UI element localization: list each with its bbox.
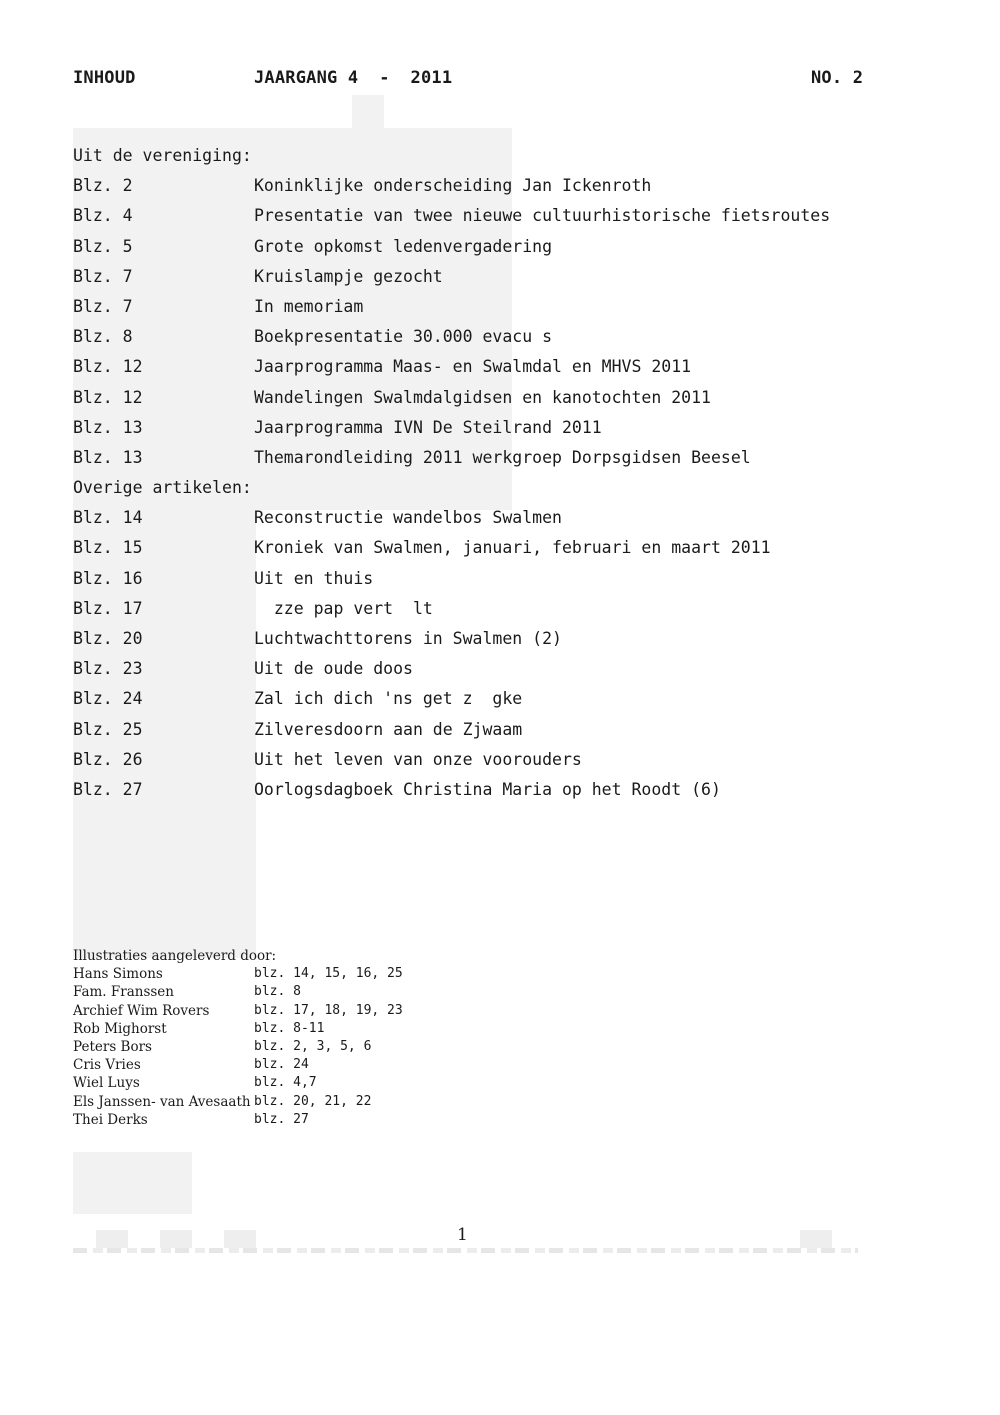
toc-page: Blz. 5 [73,236,133,256]
header-middle: JAARGANG 4 - 2011 [254,68,453,88]
credit-name: Rob Mighorst [73,1020,167,1037]
toc-row [73,383,873,413]
footer-tab [224,1230,256,1248]
credit-name: Wiel Luys [73,1075,140,1092]
toc-title: Uit en thuis [254,568,374,588]
credit-pages: blz. 17, 18, 19, 23 [254,1002,403,1018]
header-left: INHOUD [73,68,136,88]
toc-row [73,201,873,231]
toc-title: Reconstructie wandelbos Swalmen [254,508,562,528]
toc-page: Blz. 15 [73,538,143,558]
credit-row [73,1020,325,1038]
toc-row [73,443,873,473]
credit-row [73,983,301,1001]
toc-row [73,292,873,322]
toc-title: Luchtwachttorens in Swalmen (2) [254,629,562,648]
toc-page: Blz. 8 [73,327,133,347]
credit-pages: blz. 2, 3, 5, 6 [254,1038,372,1054]
toc-title: Zal ich dich 'ns get z gke [254,689,523,709]
toc-page: Blz. 7 [73,266,133,286]
toc-row [73,745,873,775]
credit-row [73,1111,309,1129]
credit-name: Peters Bors [73,1038,152,1055]
toc-page: Blz. 23 [73,659,143,679]
toc-page: Blz. 17 [73,598,143,618]
toc-title: Kruislampje gezocht [254,266,443,286]
credit-row [73,1038,372,1056]
background-shade-bottom [73,1152,192,1214]
credit-row [73,1002,403,1020]
toc-row [73,624,873,654]
toc-row [73,352,873,382]
toc-page: Blz. 12 [73,387,143,407]
footer-tab [800,1230,832,1248]
toc-page: Blz. 25 [73,719,143,739]
credit-row [73,965,403,983]
toc-page: Blz. 4 [73,206,133,226]
toc-title: Grote opkomst ledenvergadering [254,236,553,256]
toc-title: Boekpresentatie 30.000 evacu s [254,327,553,347]
credits-heading: Illustraties aangeleverd door: [73,948,277,964]
credit-row [73,1093,372,1111]
section-heading: Overige artikelen: [73,478,252,498]
toc-row [73,775,873,805]
credit-name: Hans Simons [73,966,163,983]
credit-name: Cris Vries [73,1057,141,1074]
footer-tab [160,1230,192,1248]
toc-page: Blz. 7 [73,296,133,316]
toc-page: Blz. 2 [73,176,133,196]
credit-pages: blz. 8-11 [254,1020,325,1036]
toc-title: Jaarprogramma Maas- en Swalmdal en MHVS 2011 [254,357,692,377]
toc-row [73,171,873,201]
toc-row [73,262,873,292]
credit-row [73,1074,317,1092]
toc-page: Blz. 14 [73,508,143,528]
toc-title: Uit de oude doos [254,659,413,679]
toc-title: zze pap vert lt [254,598,433,618]
toc-title: Wandelingen Swalmdalgidsen en kanotochten 2011 [254,387,711,407]
toc-row [73,715,873,745]
toc-page: Blz. 20 [73,629,143,648]
credit-row [73,1056,309,1074]
section-heading: Uit de vereniging: [73,146,252,165]
toc-page: Blz. 12 [73,357,143,377]
toc-row [73,654,873,684]
toc-page: Blz. 13 [73,447,143,467]
credit-pages: blz. 8 [254,984,301,1000]
toc-row [73,503,873,533]
toc-page: Blz. 27 [73,779,143,799]
toc-row [73,594,873,624]
toc-title: Presentatie van twee nieuwe cultuurhistorische fietsroutes [254,206,831,226]
credit-name: Thei Derks [73,1111,148,1128]
toc-page: Blz. 26 [73,749,143,769]
toc-title: Uit het leven van onze voorouders [254,749,582,769]
toc-page: Blz. 16 [73,568,143,588]
table-of-contents [73,141,873,805]
toc-row [73,413,873,443]
toc-row [73,533,873,563]
toc-title: In memoriam [254,296,364,316]
toc-title: Themarondleiding 2011 werkgroep Dorpsgidsen Beesel [254,447,751,467]
toc-title: Kroniek van Swalmen, januari, februari en maart 2011 [254,538,771,558]
toc-row [73,684,873,714]
credit-pages: blz. 24 [254,1057,309,1073]
page-number: 1 [457,1225,468,1245]
credit-name: Els Janssen- van Avesaath [73,1093,251,1110]
toc-title: Oorlogsdagboek Christina Maria op het Roodt (6) [254,779,721,799]
toc-row [73,564,873,594]
credit-name: Fam. Franssen [73,984,174,1001]
credit-name: Archief Wim Rovers [73,1002,210,1019]
toc-page: Blz. 24 [73,689,143,709]
toc-row [73,322,873,352]
credit-pages: blz. 14, 15, 16, 25 [254,966,403,982]
toc-row [73,232,873,262]
toc-title: Jaarprogramma IVN De Steilrand 2011 [254,417,602,437]
header-right: NO. 2 [811,68,864,88]
illustration-credits [73,947,403,1129]
credit-pages: blz. 27 [254,1111,309,1127]
credit-pages: blz. 4,7 [254,1075,317,1091]
background-shade-notch [352,95,384,128]
footer-strip [73,1248,858,1253]
toc-title: Zilveresdoorn aan de Zjwaam [254,719,523,739]
toc-page: Blz. 13 [73,417,143,437]
credit-pages: blz. 20, 21, 22 [254,1093,372,1109]
footer-tab [96,1230,128,1248]
toc-title: Koninklijke onderscheiding Jan Ickenroth [254,176,652,196]
